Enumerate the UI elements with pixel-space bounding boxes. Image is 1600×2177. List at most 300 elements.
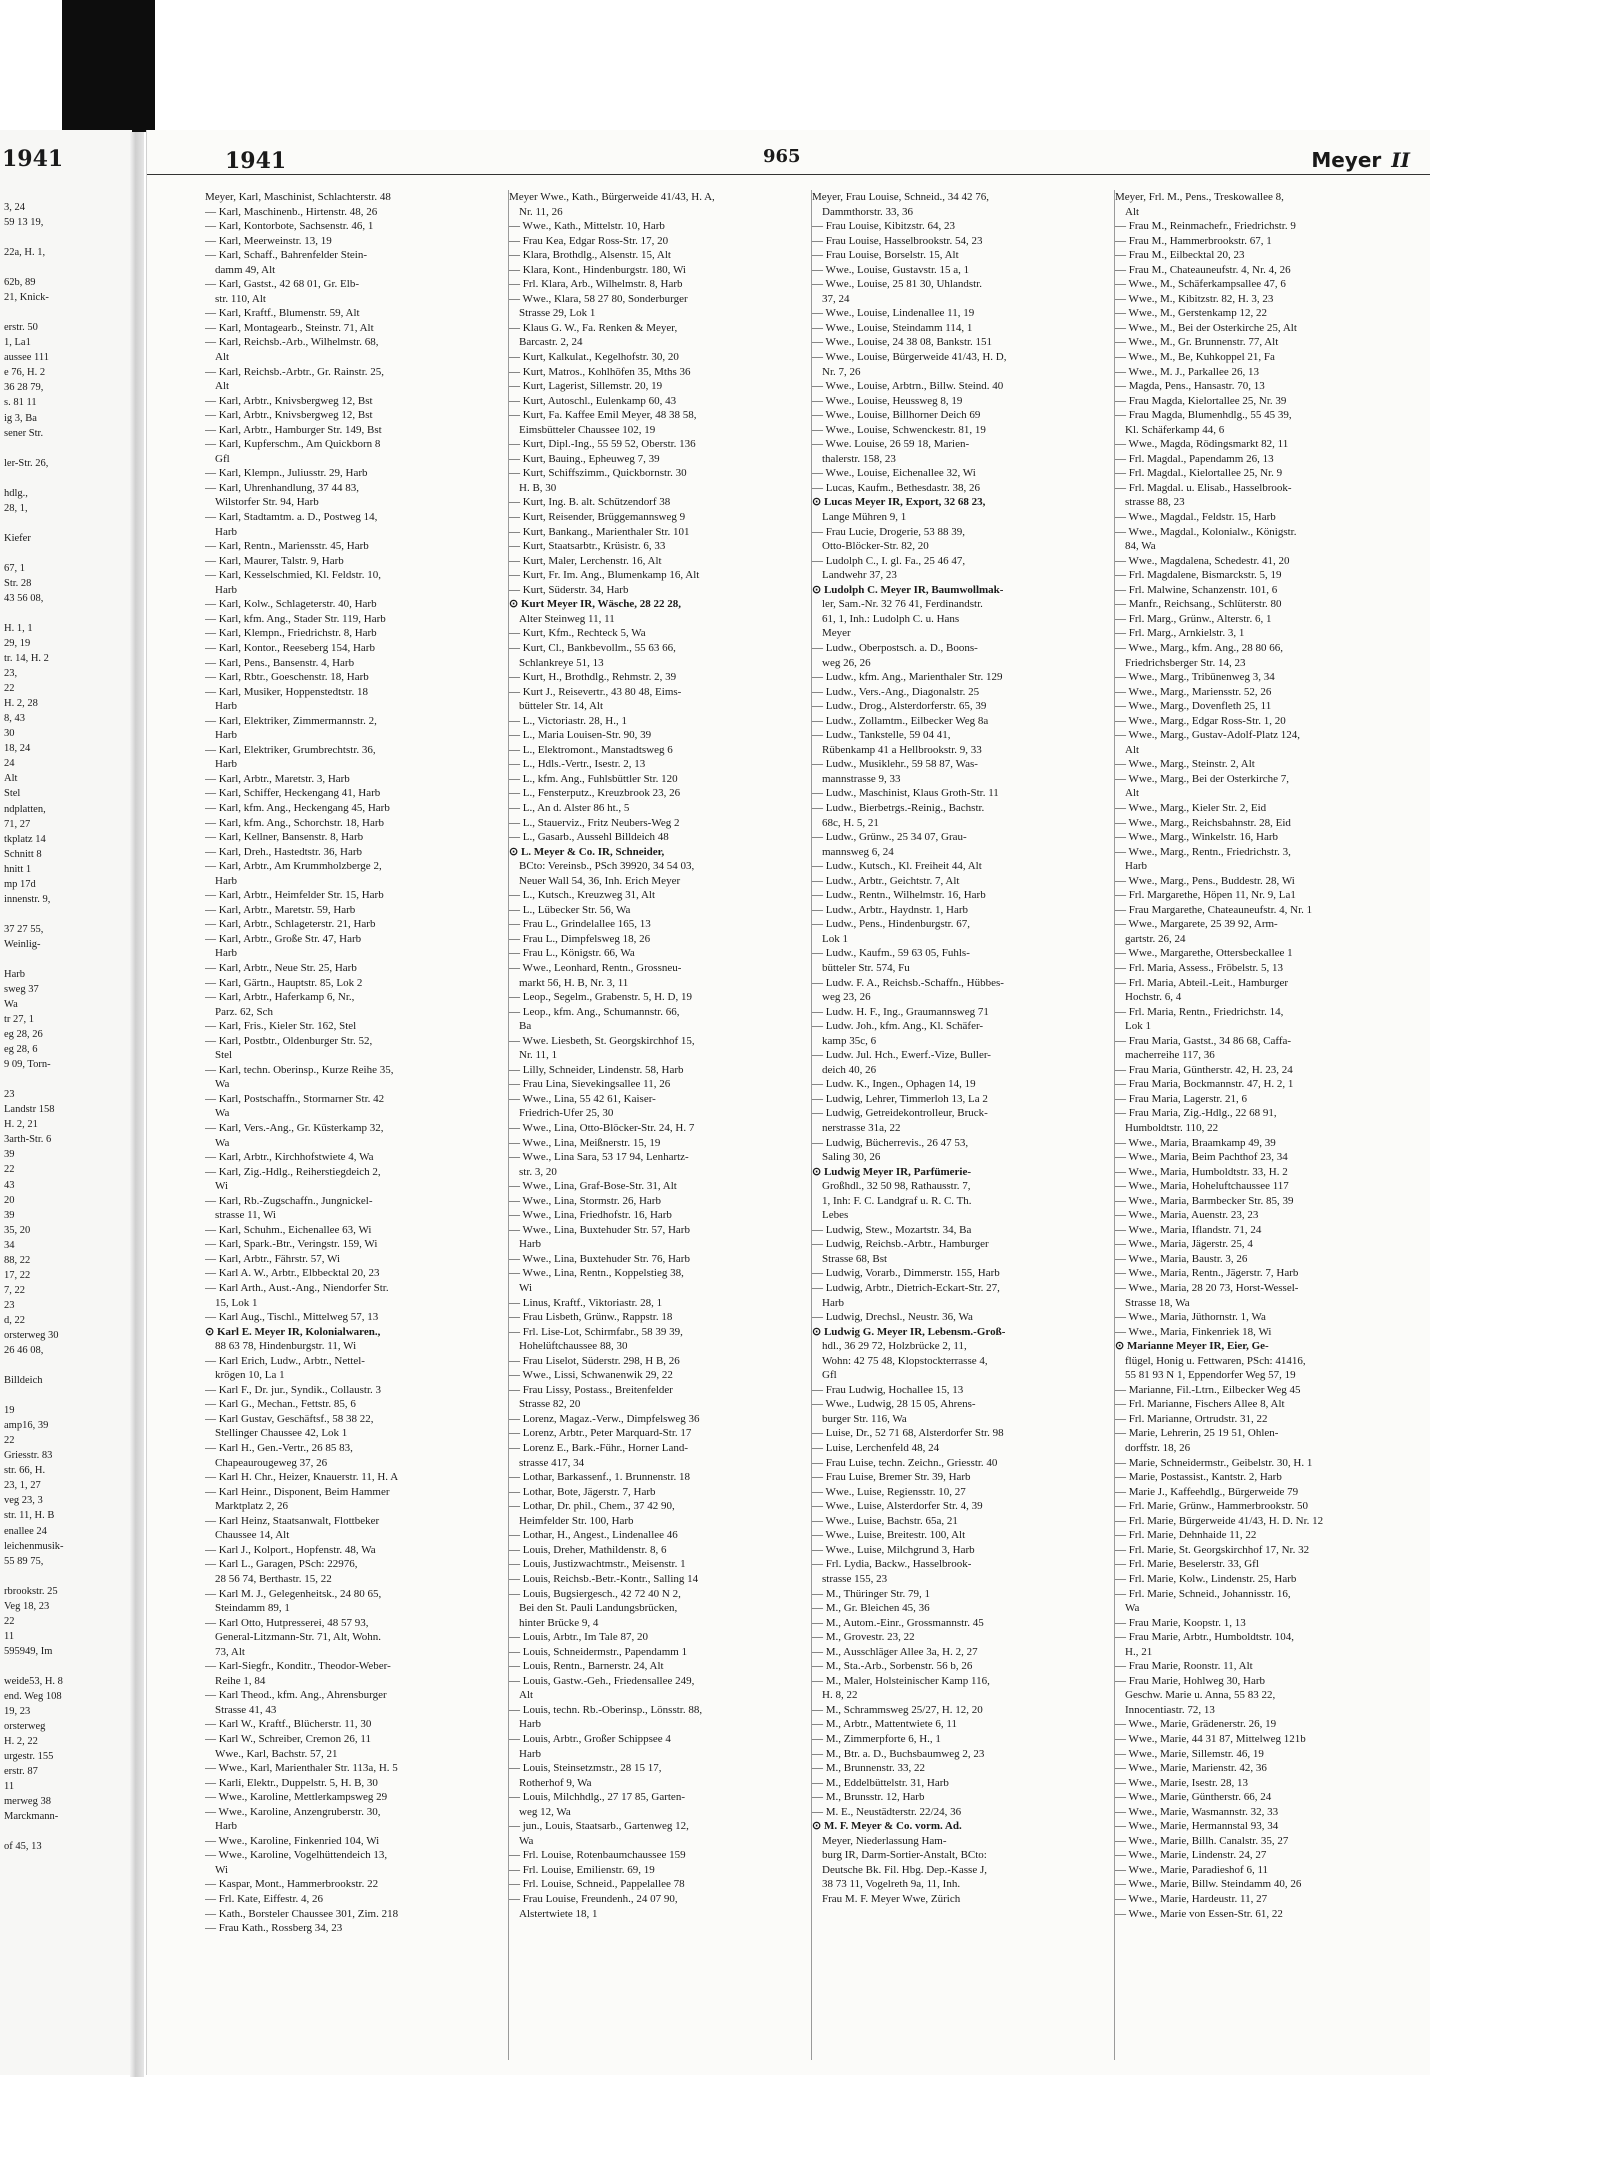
left-fragment-line: hnitt 1 xyxy=(4,863,32,875)
left-fragment-line: 67, 1 xyxy=(4,562,25,574)
directory-entry-line: — Wwe., M., Gerstenkamp 12, 22 xyxy=(1115,307,1267,320)
left-fragment-line xyxy=(4,606,132,621)
directory-entry-line: — Frl. Magdal. u. Elisab., Hasselbrook- xyxy=(1115,481,1292,494)
directory-entry-line: — Ludw., Oberpostsch. a. D., Boons- xyxy=(812,641,978,654)
directory-entry-line: Wi xyxy=(519,1282,532,1295)
directory-entry-line: — Karl, Reichsb.-Arbtr., Gr. Rainstr. 25, xyxy=(205,365,385,378)
directory-entry-line: — Louis, Milchhdlg., 27 17 85, Garten- xyxy=(509,1791,685,1804)
left-fragment-line: innenstr. 9, xyxy=(4,893,51,905)
directory-entry-line: Alter Steinweg 11, 11 xyxy=(519,612,615,625)
directory-entry-line: — Karl, Spark.-Btr., Veringstr. 159, Wi xyxy=(205,1238,378,1251)
directory-entry-line: — Wwe., Ludwig, 28 15 05, Ahrens- xyxy=(812,1398,976,1411)
directory-entry-line: Alt xyxy=(1125,743,1140,756)
directory-entry-line: markt 56, H. B, Nr. 3, 11 xyxy=(519,976,629,989)
directory-entry-line: — Karl, Maschinenb., Hirtenstr. 48, 26 xyxy=(205,205,378,218)
left-fragment-line: 43 xyxy=(4,1179,15,1191)
directory-entry-line: — L., Lübecker Str. 56, Wa xyxy=(509,903,631,916)
directory-entry-line: Harb xyxy=(519,1238,541,1251)
directory-entry-line: — Karl M. J., Gelegenheitsk., 24 80 65, xyxy=(205,1587,382,1600)
left-fragment-line: 23, xyxy=(4,668,18,680)
directory-entry-line: — Karl, Vers.-Ang., Gr. Küsterkamp 32, xyxy=(205,1122,384,1134)
left-fragment-line: H. 1, 1 xyxy=(4,622,33,634)
directory-entry-line: — Karl, Pens., Bansenstr. 4, Harb xyxy=(205,656,355,669)
directory-entry-line: Meyer xyxy=(822,627,851,640)
directory-entry-line: — Frau Kath., Rossberg 34, 23 xyxy=(205,1922,343,1935)
left-fragment-line: 8, 43 xyxy=(4,713,25,725)
directory-entry-line: Innocentiastr. 72, 13 xyxy=(1125,1703,1215,1716)
left-fragment-line: 19, 23 xyxy=(4,1705,31,1717)
directory-entry-line: Steindamm 89, 1 xyxy=(215,1602,290,1615)
directory-entry-line: — L., Maria Louisen-Str. 90, 39 xyxy=(509,729,652,742)
directory-entry-line: — Frau Maria, Güntherstr. 42, H. 23, 24 xyxy=(1115,1063,1293,1076)
left-fragment-line: 22a, H. 1, xyxy=(4,247,46,259)
directory-entry-line: — Ludolph C., I. gl. Fa., 25 46 47, xyxy=(812,554,966,567)
directory-entry-line: — Wwe., Luise, Bachstr. 65a, 21 xyxy=(812,1514,958,1527)
directory-entry-line: — Louis, Bugsiergesch., 42 72 40 N 2, xyxy=(509,1587,681,1600)
directory-entry-line: Harb xyxy=(215,1820,237,1833)
directory-entry-line: strasse 11, Wi xyxy=(215,1209,276,1222)
directory-entry-line: — Ludw., Arbtr., Haydnstr. 1, Harb xyxy=(812,903,969,916)
left-fragment-line xyxy=(4,516,132,531)
directory-entry-line: — Wwe., Marie, Güntherstr. 66, 24 xyxy=(1115,1791,1272,1804)
directory-entry-line: — Frl. Louise, Emilienstr. 69, 19 xyxy=(509,1863,655,1876)
directory-entry-line: dorffstr. 18, 26 xyxy=(1125,1442,1191,1455)
left-fragment-line: Str. 28 xyxy=(4,577,32,589)
directory-entry-line: Chapeaurougeweg 37, 26 xyxy=(215,1456,328,1469)
left-fragment-line: 22 xyxy=(4,683,15,695)
directory-entry-line: — M., Gr. Bleichen 45, 36 xyxy=(812,1602,930,1615)
left-fragment-line: Landstr 158 xyxy=(4,1104,55,1116)
directory-entry-line: krögen 10, La 1 xyxy=(215,1369,285,1382)
left-fragment-line: rbrookstr. 25 xyxy=(4,1585,58,1597)
directory-entry-line: — Wwe., Marie, Wasmannstr. 32, 33 xyxy=(1115,1805,1279,1818)
left-fragment-line: 18, 24 xyxy=(4,743,31,755)
directory-entry-line: — Wwe., Lina, Stormstr. 26, Harb xyxy=(509,1194,661,1207)
directory-entry-line: — Frl. Marie, St. Georgskirchhof 17, Nr. 32 xyxy=(1115,1543,1310,1556)
left-fragment-line: Wa xyxy=(4,999,18,1011)
directory-entry-line: — Klara, Kont., Hindenburgstr. 180, Wi xyxy=(509,263,686,276)
directory-entry-line: 61, 1, Inh.: Ludolph C. u. Hans xyxy=(822,612,960,625)
directory-entry-line: gartstr. 26, 24 xyxy=(1125,932,1186,945)
directory-entry-line: — Wwe., M., Gr. Brunnenstr. 77, Alt xyxy=(1115,336,1279,349)
directory-entry-line: — Wwe., Louise, 25 81 30, Uhlandstr. xyxy=(812,278,982,291)
left-fragment-line: 20 xyxy=(4,1194,15,1206)
directory-entry-line: — Frl. Magdal., Kielortallee 25, Nr. 9 xyxy=(1115,467,1283,480)
directory-entry-line: — Wwe., Marie, Grädenerstr. 26, 19 xyxy=(1115,1718,1277,1731)
left-fragment-line: 59 13 19, xyxy=(4,217,44,229)
directory-entry-line: — Wwe., Lina, Graf-Bose-Str. 31, Alt xyxy=(509,1180,677,1193)
directory-entry-line: — Wwe., Maria, Auenstr. 23, 23 xyxy=(1115,1209,1259,1222)
directory-entry-line: — Frl. Maria, Assess., Fröbelstr. 5, 13 xyxy=(1115,961,1284,974)
directory-entry-line: — Wwe., Louise, Arbtrn., Billw. Steind. 40 xyxy=(812,380,1004,393)
directory-entry-line: — Karl, Elektriker, Zimmermannstr. 2, xyxy=(205,714,377,727)
directory-entry-line: — Wwe., Louise, 24 38 08, Bankstr. 151 xyxy=(812,336,993,349)
directory-entry-line: — Karl, Arbtr., Knivsbergweg 12, Bst xyxy=(205,394,373,407)
directory-entry-line: — Karl L., Garagen, PSch: 22976, xyxy=(205,1558,358,1571)
directory-entry-line: ⊙ Lucas Meyer IR, Export, 32 68 23, xyxy=(812,496,986,509)
directory-entry-line: — Kurt J., Reisevertr., 43 80 48, Eims- xyxy=(509,685,682,698)
directory-entry-line: Gfl xyxy=(215,452,230,465)
directory-entry-line: — Kurt, Fr. Im. Ang., Blumenkamp 16, Alt xyxy=(509,569,700,582)
directory-entry-line: — Frau M., Hammerbrookstr. 67, 1 xyxy=(1115,234,1272,247)
directory-entry-line: — Wwe., Kath., Mittelstr. 10, Harb xyxy=(509,220,665,233)
directory-entry-line: Strasse 29, Lok 1 xyxy=(519,307,596,320)
directory-entry-line: Alt xyxy=(1125,787,1140,800)
directory-entry-line: — Wwe., M. J., Parkallee 26, 13 xyxy=(1115,365,1259,378)
directory-entry-line: — Ludw., Arbtr., Geichtstr. 7, Alt xyxy=(812,874,960,887)
directory-entry-line: 84, Wa xyxy=(1125,540,1156,553)
directory-entry-line: — M., Schrammsweg 25/27, H. 12, 20 xyxy=(812,1703,983,1716)
directory-entry-line: — Wwe. Liesbeth, St. Georgskirchhof 15, xyxy=(509,1034,695,1047)
directory-entry-line: — Ludw. K., Ingen., Ophagen 14, 19 xyxy=(812,1078,976,1091)
directory-entry-line: — Frau Maria, Bockmannstr. 47, H. 2, 1 xyxy=(1115,1078,1294,1091)
directory-entry-line: Wohn: 42 75 48, Klopstockterrasse 4, xyxy=(822,1354,988,1367)
directory-entry-line: — Wwe., Marg., kfm. Ang., 28 80 66, xyxy=(1115,641,1283,654)
directory-entry-line: — Frl. Kate, Eiffestr. 4, 26 xyxy=(205,1892,324,1905)
directory-entry-line: Harb xyxy=(215,758,237,771)
left-fragment-line xyxy=(4,1388,132,1403)
directory-entry-line: — Wwe., Marg., Gustav-Adolf-Platz 124, xyxy=(1115,729,1301,742)
directory-entry-line: Strasse 41, 43 xyxy=(215,1703,277,1716)
directory-entry-line: — Ludw., Bierbetrgs.-Reinig., Bachstr. xyxy=(812,801,985,814)
directory-entry-line: — Louis, Arbtr., Im Tale 87, 20 xyxy=(509,1631,648,1644)
directory-entry-line: — Marie, Lehrerin, 25 19 51, Ohlen- xyxy=(1115,1427,1279,1440)
directory-entry-line: — Wwe., Louise, Heussweg 8, 19 xyxy=(812,394,963,407)
directory-entry-line: Wa xyxy=(215,1078,230,1091)
left-fragment-line: ndplatten, xyxy=(4,803,46,815)
left-fragment-line: tr 27, 1 xyxy=(4,1014,35,1026)
directory-entry-line: — Frl. Marianne, Fischers Allee 8, Alt xyxy=(1115,1398,1285,1411)
left-fragment-line: Griesstr. 83 xyxy=(4,1450,53,1462)
left-fragment-line: 55 89 75, xyxy=(4,1555,44,1567)
directory-entry-line: Parz. 62, Sch xyxy=(215,1005,274,1018)
directory-entry-line: — Karl, Gärtn., Hauptstr. 85, Lok 2 xyxy=(205,976,363,989)
directory-entry-line: — Louis, Reichsb.-Betr.-Kontr., Salling 14 xyxy=(509,1572,699,1585)
directory-entry-line: — Frau Louise, Borselstr. 15, Alt xyxy=(812,249,959,262)
directory-entry-line: weg 23, 26 xyxy=(822,991,871,1004)
directory-entry-line: — Frau Maria, Gastst., 34 86 68, Caffa- xyxy=(1115,1034,1292,1047)
directory-entry-line: — Karl, Arbtr., Am Krummholzberge 2, xyxy=(205,860,382,873)
directory-entry-line: — Wwe. Louise, 26 59 18, Marien- xyxy=(812,438,970,451)
directory-entry-line: — L., Fensterputz., Kreuzbrook 23, 26 xyxy=(509,787,681,800)
left-fragment-line: str. 66, H. xyxy=(4,1465,46,1477)
left-fragment-line: 17, 22 xyxy=(4,1269,31,1281)
directory-entry-line: — Ludw., Kaufm., 59 63 05, Fuhls- xyxy=(812,947,970,960)
directory-entry-line: — Wwe., Marie, Marienstr. 42, 36 xyxy=(1115,1762,1267,1775)
directory-entry-line: — Karl, Reichsb.-Arb., Wilhelmstr. 68, xyxy=(205,336,379,349)
directory-entry-line: — Kurt, Dipl.-Ing., 55 59 52, Oberstr. 136 xyxy=(509,438,696,451)
directory-entry-line: — Karl, Arbtr., Maretstr. 3, Harb xyxy=(205,772,350,785)
left-fragment-line: 23 xyxy=(4,1089,15,1101)
directory-entry-line: strasse 155, 23 xyxy=(822,1572,888,1585)
directory-entry-line: — Karl, Kellner, Bansenstr. 8, Harb xyxy=(205,831,364,844)
left-fragment-line: 88, 22 xyxy=(4,1254,31,1266)
directory-entry-line: Alt xyxy=(1125,205,1140,218)
directory-entry-line: Wi xyxy=(215,1863,228,1876)
directory-entry-line: — Frau L., Grindelallee 165, 13 xyxy=(509,918,651,931)
left-fragment-line: veg 23, 3 xyxy=(4,1495,43,1507)
directory-entry-line: Wa xyxy=(215,1107,230,1120)
directory-entry-line: — Karl, Zig.-Hdlg., Reiherstiegdeich 2, xyxy=(205,1165,381,1178)
directory-entry-line: — Wwe., Marie, Isestr. 28, 13 xyxy=(1115,1776,1248,1789)
directory-entry-line: — Luise, Dr., 52 71 68, Alsterdorfer Str. 98 xyxy=(812,1427,1004,1440)
directory-entry-line: — Frau Marie, Arbtr., Humboldtstr. 104, xyxy=(1115,1631,1295,1644)
directory-entry-line: Wi xyxy=(215,1180,228,1193)
directory-entry-line: — Frau Lina, Sievekingsallee 11, 26 xyxy=(509,1078,671,1091)
directory-entry-line: — Frl. Louise, Rotenbaumchaussee 159 xyxy=(509,1849,686,1862)
directory-entry-line: Harb xyxy=(215,874,237,887)
left-fragment-line: end. Weg 108 xyxy=(4,1690,62,1702)
left-fragment-line: 29, 19 xyxy=(4,637,31,649)
left-page-year: 1941 xyxy=(2,146,64,172)
directory-entry-line: Stellinger Chaussee 42, Lok 1 xyxy=(215,1427,348,1440)
left-fragment-line: str. 11, H. B xyxy=(4,1510,55,1522)
directory-entry-line: — Karl, Dreh., Hastedtstr. 36, Harb xyxy=(205,845,363,858)
directory-entry-line: bütteler Str. 574, Fu xyxy=(822,961,910,974)
directory-entry-line: — Wwe., M., Kibitzstr. 82, H. 3, 23 xyxy=(1115,292,1274,305)
directory-entry-line: — Wwe., Louise, Billhorner Deich 69 xyxy=(812,409,981,422)
left-fragment-line xyxy=(4,1358,132,1373)
directory-entry-line: Reihe 1, 84 xyxy=(215,1674,266,1687)
directory-entry-line: — Wwe., Maria, Baustr. 3, 26 xyxy=(1115,1252,1248,1265)
directory-entry-line: — Karli, Elektr., Duppelstr. 5, H. B, 30 xyxy=(205,1776,378,1789)
directory-entry-line: — Karl, Kolw., Schlageterstr. 40, Harb xyxy=(205,598,377,611)
left-fragment-line: 62b, 89 xyxy=(4,277,36,289)
directory-entry-line: Meyer, Niederlassung Ham- xyxy=(822,1834,947,1847)
directory-entry-line: — Louis, Schneidermstr., Papendamm 1 xyxy=(509,1645,688,1658)
directory-entry-line: — Karl, Stadtamtm. a. D., Postweg 14, xyxy=(205,511,378,524)
directory-entry-line: — Wwe., Marie, Paradieshof 6, 11 xyxy=(1115,1863,1269,1876)
directory-entry-line: — Lothar, Bote, Jägerstr. 7, Harb xyxy=(509,1485,656,1498)
directory-entry-line: — Ludw. Joh., kfm. Ang., Kl. Schäfer- xyxy=(812,1020,984,1033)
directory-entry-line: Heimfelder Str. 100, Harb xyxy=(519,1514,634,1527)
directory-entry-line: — M., Arbtr., Mattentwiete 6, 11 xyxy=(812,1718,958,1731)
directory-entry-line: Strasse 82, 20 xyxy=(519,1398,581,1411)
directory-entry-line: — Karl, Kraftf., Blumenstr. 59, Alt xyxy=(205,307,360,320)
directory-entry-line: — M., Autom.-Einr., Grossmannstr. 45 xyxy=(812,1616,984,1629)
left-fragment-line: urgestr. 155 xyxy=(4,1751,54,1763)
directory-entry-line: — Wwe., Marg., Tribünenweg 3, 34 xyxy=(1115,671,1275,684)
directory-entry-line: — Kath., Borsteler Chaussee 301, Zim. 218 xyxy=(205,1907,399,1920)
directory-entry-line: — Louis, techn. Rb.-Oberinsp., Lönsstr. 88, xyxy=(509,1703,703,1716)
directory-entry-line: — Karl, Fris., Kieler Str. 162, Stel xyxy=(205,1020,357,1033)
directory-entry-line: Meyer, Frl. M., Pens., Treskowallee 8, xyxy=(1115,191,1284,203)
directory-entry-line: — Karl, Schuhm., Eichenallee 63, Wi xyxy=(205,1223,372,1236)
directory-entry-line: — Ludw., Drog., Alsterdorferstr. 65, 39 xyxy=(812,700,987,713)
directory-entry-line: — Kurt, Fa. Kaffee Emil Meyer, 48 38 58, xyxy=(509,409,697,422)
directory-entry-line: — Wwe., Maria, Hoheluftchaussee 117 xyxy=(1115,1180,1289,1193)
left-fragment-line: H. 2, 28 xyxy=(4,698,38,710)
directory-entry-line: — Wwe., Marg., Reichsbahnstr. 28, Eid xyxy=(1115,816,1291,829)
directory-entry-line: — Frl. Magdal., Papendamm 26, 13 xyxy=(1115,452,1274,465)
directory-entry-line: — L., Kutsch., Kreuzweg 31, Alt xyxy=(509,889,656,902)
directory-entry-line: — Karl, Kontor., Reeseberg 154, Harb xyxy=(205,641,375,654)
directory-entry-line: — Lorenz, Arbtr., Peter Marquard-Str. 17 xyxy=(509,1427,692,1440)
left-page-lines xyxy=(4,200,132,1854)
left-fragment-line: aussee 111 xyxy=(4,352,49,364)
directory-entry-line: mannsweg 6, 24 xyxy=(822,845,894,858)
directory-entry-line: Wilstorfer Str. 94, Harb xyxy=(215,496,319,509)
left-fragment-line: enallee 24 xyxy=(4,1525,47,1537)
directory-entry-line: — Wwe., Luise, Regiensstr. 10, 27 xyxy=(812,1485,966,1498)
directory-entry-line: — Marie, Postassist., Kantstr. 2, Harb xyxy=(1115,1471,1282,1484)
directory-entry-line: — Wwe., Magdalena, Schedestr. 41, 20 xyxy=(1115,554,1290,567)
directory-entry-line: — Lorenz, Magaz.-Verw., Dimpfelsweg 36 xyxy=(509,1412,700,1425)
directory-entry-line: — M., Btr. a. D., Buchsbaumweg 2, 23 xyxy=(812,1747,985,1760)
directory-entry-line: — Karl, Montagearb., Steinstr. 71, Alt xyxy=(205,321,374,334)
directory-entry-line: — L., Victoriastr. 28, H., 1 xyxy=(509,714,627,727)
directory-entry-line: — Karl, Uhrenhandlung, 37 44 83, xyxy=(205,481,359,494)
directory-entry-line: ler, Sam.-Nr. 32 76 41, Ferdinandstr. xyxy=(822,598,983,611)
directory-entry-line: — Ludw., Kutsch., Kl. Freiheit 44, Alt xyxy=(812,860,982,873)
directory-entry-line: — Ludw., Vers.-Ang., Diagonalstr. 25 xyxy=(812,685,980,698)
directory-entry-line: Strasse 68, Bst xyxy=(822,1252,888,1265)
left-fragment-line: H. 2, 22 xyxy=(4,1736,38,1748)
directory-entry-line: — Frl. Marie, Grünw., Hammerbrookstr. 50 xyxy=(1115,1500,1308,1513)
left-fragment-line: sweg 37 xyxy=(4,983,39,995)
directory-entry-line: — Louis, Arbtr., Großer Schippsee 4 xyxy=(509,1732,671,1745)
directory-entry-line: — Wwe., Marie von Essen-Str. 61, 22 xyxy=(1115,1907,1283,1920)
directory-entry-line: — Louis, Gastw.-Geh., Friedensallee 249, xyxy=(509,1674,695,1687)
directory-entry-line: Harb xyxy=(822,1296,844,1309)
directory-entry-line: — Karl, kfm. Ang., Schorchstr. 18, Harb xyxy=(205,816,385,829)
directory-entry-line: Rübenkamp 41 a Hellbrookstr. 9, 33 xyxy=(822,743,982,756)
directory-entry-line: hinter Brücke 9, 4 xyxy=(519,1616,599,1629)
directory-entry-line: — Karl A. W., Arbtr., Elbbecktal 20, 23 xyxy=(205,1267,380,1280)
directory-entry-line: — Wwe., Lina Sara, 53 17 94, Lenhartz- xyxy=(509,1151,689,1164)
directory-entry-line: — Marianne, Fil.-Ltrn., Eilbecker Weg 45 xyxy=(1115,1383,1301,1396)
directory-entry-line: — Frl. Marie, Beselerstr. 33, Gfl xyxy=(1115,1558,1259,1571)
left-fragment-line: 7, 22 xyxy=(4,1284,25,1296)
directory-entry-line: Lok 1 xyxy=(822,932,848,945)
left-fragment-line: erstr. 87 xyxy=(4,1766,38,1778)
directory-entry-line: — Karl, kfm. Ang., Stader Str. 119, Harb xyxy=(205,612,386,625)
directory-entry-line: — Wwe., Luise, Milchgrund 3, Harb xyxy=(812,1543,975,1556)
directory-entry-line: — Wwe., Karoline, Mettlerkampsweg 29 xyxy=(205,1791,388,1804)
directory-entry-line: — Wwe., Marg., Rentn., Friedrichstr. 3, xyxy=(1115,845,1291,858)
directory-entry-line: — Kurt, Reisender, Brüggemannsweg 9 xyxy=(509,511,686,524)
directory-entry-line: — Louis, Dreher, Mathildenstr. 8, 6 xyxy=(509,1543,667,1556)
directory-entry-line: — Karl-Siegfr., Konditr., Theodor-Weber- xyxy=(205,1660,391,1673)
directory-entry-line: — Kurt, Matros., Kohlhöfen 35, Mths 36 xyxy=(509,365,691,378)
directory-entry-line: Alstertwiete 18, 1 xyxy=(519,1907,598,1920)
directory-entry-line: — Kurt, Maler, Lerchenstr. 16, Alt xyxy=(509,554,662,567)
directory-entry-line: — Karl, Arbtr., Maretstr. 59, Harb xyxy=(205,903,356,916)
directory-entry-line: — Karl, Postschaffn., Stormarner Str. 42 xyxy=(205,1092,385,1105)
directory-entry-line: Ba xyxy=(519,1020,532,1033)
directory-entry-line: — Wwe., M., Schäferkampsallee 47, 6 xyxy=(1115,278,1286,291)
directory-entry-line: — Frau Maria, Lagerstr. 21, 6 xyxy=(1115,1092,1247,1105)
directory-entry-line: weg 12, Wa xyxy=(519,1805,571,1818)
directory-entry-line: ⊙ Marianne Meyer IR, Eier, Ge- xyxy=(1115,1340,1269,1353)
directory-entry-line: — Karl, Meerweinstr. 13, 19 xyxy=(205,234,332,247)
directory-entry-line: — Kurt, H., Brothdlg., Rehmstr. 2, 39 xyxy=(509,671,677,684)
directory-entry-line: — L., An d. Alster 86 ht., 5 xyxy=(509,801,630,814)
left-fragment-line: e 76, H. 2 xyxy=(4,367,46,379)
directory-entry-line: Deutsche Bk. Fil. Hbg. Dep.-Kasse J, xyxy=(822,1863,987,1876)
directory-entry-line: — Frl. Lise-Lot, Schirmfabr., 58 39 39, xyxy=(509,1325,683,1338)
directory-entry-line: Harb xyxy=(215,729,237,742)
directory-entry-line: — Wwe., Magdal., Feldstr. 15, Harb xyxy=(1115,511,1276,524)
directory-entry-line: — Frl. Maria, Abteil.-Leit., Hamburger xyxy=(1115,976,1289,989)
directory-entry-line: — Karl Arth., Aust.-Ang., Niendorfer Str. xyxy=(205,1282,389,1295)
left-fragment-line: 26 46 08, xyxy=(4,1345,44,1357)
left-fragment-line: 39 xyxy=(4,1149,15,1161)
left-fragment-line: 9 09, Torn- xyxy=(4,1059,51,1071)
left-fragment-line: 22 xyxy=(4,1164,15,1176)
directory-entry-line: — Frl. Marie, Dehnhaide 11, 22 xyxy=(1115,1529,1257,1542)
directory-entry-line: — Karl W., Schreiber, Cremon 26, 11 xyxy=(205,1732,371,1745)
left-fragment-line: 34 xyxy=(4,1239,15,1251)
directory-entry-line: — L., Stauerviz., Fritz Neubers-Weg 2 xyxy=(509,816,680,829)
directory-entry-line: nerstrasse 31a, 22 xyxy=(822,1122,901,1134)
directory-entry-line: — Wwe., Luise, Alsterdorfer Str. 4, 39 xyxy=(812,1500,983,1513)
left-fragment-line: 3arth-Str. 6 xyxy=(4,1134,52,1146)
directory-entry-line: — Wwe., Louise, Bürgerweide 41/43, H. D, xyxy=(812,351,1007,364)
left-fragment-line: 595949, Im xyxy=(4,1645,53,1657)
directory-entry-line: — Wwe., Marg., Edgar Ross-Str. 1, 20 xyxy=(1115,714,1286,727)
directory-entry-line: — Ludw., Grünw., 25 34 07, Grau- xyxy=(812,831,967,844)
left-fragment-line: tkplatz 14 xyxy=(4,833,46,845)
directory-entry-line: — Magda, Pens., Hansastr. 70, 13 xyxy=(1115,380,1265,393)
left-fragment-line: 37 27 55, xyxy=(4,923,44,935)
directory-entry-line: str. 3, 20 xyxy=(519,1165,557,1178)
left-fragment-line: 1, La1 xyxy=(4,337,31,349)
directory-entry-line: — jun., Louis, Staatsarb., Gartenweg 12, xyxy=(509,1820,689,1833)
directory-entry-line: — Wwe., Marie, Billw. Steindamm 40, 26 xyxy=(1115,1878,1302,1891)
directory-entry-line: Saling 30, 26 xyxy=(822,1151,881,1164)
directory-entry-line: Meyer, Frau Louise, Schneid., 34 42 76, xyxy=(812,191,990,203)
directory-entry-line: Humboldtstr. 110, 22 xyxy=(1125,1122,1219,1134)
running-head-name: Meyer xyxy=(1311,148,1382,172)
directory-entry-line: — L., Gasarb., Aussehl Billdeich 48 xyxy=(509,831,669,844)
directory-entry-line: — M., Maler, Holsteinischer Kamp 116, xyxy=(812,1674,990,1687)
page-number: 965 xyxy=(763,146,801,167)
directory-entry-line: — Kurt, Lagerist, Sillemstr. 20, 19 xyxy=(509,380,663,393)
directory-entry-line: — Wwe., Maria, Finkenriek 18, Wi xyxy=(1115,1325,1272,1338)
directory-entry-line: flügel, Honig u. Fettwaren, PSch: 41416, xyxy=(1125,1354,1306,1367)
directory-entry-line: — Ludwig, Lehrer, Timmerloh 13, La 2 xyxy=(812,1092,988,1105)
directory-entry-line: — M., Brunsstr. 12, Harb xyxy=(812,1791,925,1804)
directory-entry-line: — Frau Luise, techn. Zeichn., Griesstr. 40 xyxy=(812,1456,998,1469)
left-fragment-line: 21, Knick- xyxy=(4,292,49,304)
directory-entry-line: — Karl, Klempn., Friedrichstr. 8, Harb xyxy=(205,627,377,640)
directory-entry-line: — Wwe., Lina, Friedhofstr. 16, Harb xyxy=(509,1209,672,1222)
directory-entry-line: — Frau Kea, Edgar Ross-Str. 17, 20 xyxy=(509,234,669,247)
running-head-volume: II xyxy=(1391,148,1410,172)
scan-edge-block xyxy=(62,0,155,132)
directory-entry-line: Strasse 18, Wa xyxy=(1125,1296,1190,1309)
directory-entry-line: 28 56 74, Berthastr. 15, 22 xyxy=(215,1572,332,1585)
directory-entry-line: — Frl. Malwine, Schanzenstr. 101, 6 xyxy=(1115,583,1278,596)
left-fragment-line: 35, 20 xyxy=(4,1224,31,1236)
directory-entry-line: — Karl, Schaff., Bahrenfelder Stein- xyxy=(205,249,367,262)
directory-entry-line: — Leop., kfm. Ang., Schumannstr. 66, xyxy=(509,1005,680,1018)
directory-entry-line: — Frau Lissy, Postass., Breitenfelder xyxy=(509,1383,673,1396)
directory-entry-line: — Frau Margarethe, Chateauneufstr. 4, Nr. 1 xyxy=(1115,903,1313,916)
directory-entry-line: — Wwe., Marg., Kieler Str. 2, Eid xyxy=(1115,801,1267,814)
directory-entry-line: Schlankreye 51, 13 xyxy=(519,656,604,669)
directory-entry-line: Harb xyxy=(215,525,237,538)
left-fragment-line: Stel xyxy=(4,788,21,800)
directory-entry-line: Harb xyxy=(215,947,237,960)
directory-entry-line: — Karl, Arbtr., Schlageterstr. 21, Harb xyxy=(205,918,376,931)
directory-entry-line: — Frau M., Eilbecktal 20, 23 xyxy=(1115,249,1245,262)
directory-entry-line: ⊙ Ludwig Meyer IR, Parfümerie- xyxy=(812,1165,972,1178)
directory-entry-line: Meyer, Karl, Maschinist, Schlachterstr. 48 xyxy=(205,191,391,203)
left-fragment-line: eg 28, 26 xyxy=(4,1029,43,1041)
directory-entry-line: — Karl, Postbtr., Oldenburger Str. 52, xyxy=(205,1034,373,1047)
